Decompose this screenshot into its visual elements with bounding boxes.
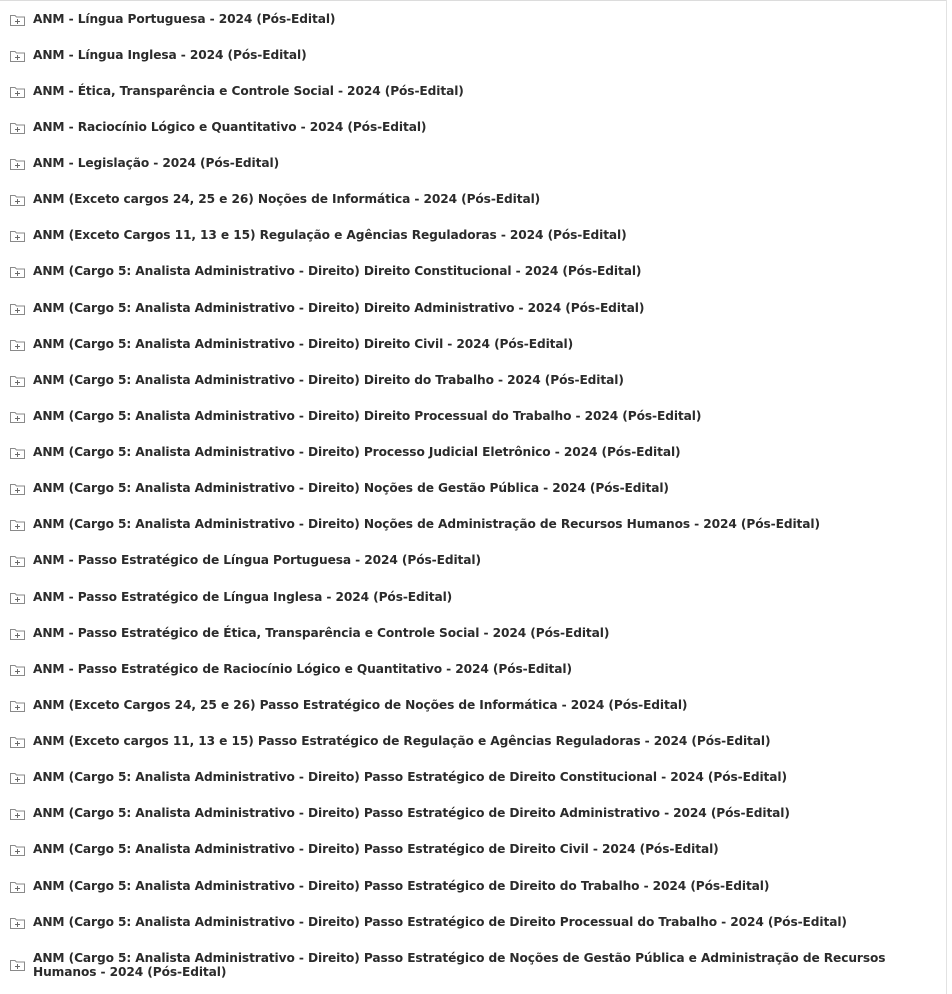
folder-plus-icon[interactable] bbox=[10, 14, 25, 26]
folder-item[interactable] bbox=[10, 156, 934, 170]
folder-label[interactable]: ANM - Raciocínio Lógico e Quantitativo - 2024 (Pós-Edital) bbox=[33, 120, 427, 134]
folder-item[interactable] bbox=[10, 553, 934, 567]
folder-plus-icon[interactable] bbox=[10, 844, 25, 856]
folder-plus-icon[interactable] bbox=[10, 230, 25, 242]
folder-item[interactable] bbox=[10, 12, 934, 26]
folder-label[interactable]: ANM (Cargo 5: Analista Administrativo - Direito) Passo Estratégico de Direito Administrativo - 2024 (Pós-Edital) bbox=[33, 806, 790, 820]
folder-item[interactable] bbox=[10, 373, 934, 387]
folder-item[interactable] bbox=[10, 264, 934, 278]
folder-label[interactable]: ANM (Exceto Cargos 11, 13 e 15) Regulação e Agências Reguladoras - 2024 (Pós-Edital) bbox=[33, 228, 627, 242]
folder-label[interactable]: ANM (Cargo 5: Analista Administrativo - Direito) Direito Constitucional - 2024 (Pós-Edital) bbox=[33, 264, 642, 278]
folder-label[interactable]: ANM (Exceto Cargos 24, 25 e 26) Passo Estratégico de Noções de Informática - 2024 (Pós-Edital) bbox=[33, 698, 688, 712]
folder-item[interactable] bbox=[10, 48, 934, 62]
folder-item[interactable] bbox=[10, 481, 934, 495]
folder-plus-icon[interactable] bbox=[10, 339, 25, 351]
folder-plus-icon[interactable] bbox=[10, 194, 25, 206]
folder-item[interactable] bbox=[10, 228, 934, 242]
folder-item[interactable] bbox=[10, 951, 934, 979]
folder-plus-icon[interactable] bbox=[10, 959, 25, 971]
folder-item[interactable] bbox=[10, 734, 934, 748]
folder-label[interactable]: ANM (Cargo 5: Analista Administrativo - Direito) Passo Estratégico de Direito do Trabalho - 2024 (Pós-Edital) bbox=[33, 879, 770, 893]
folder-label[interactable]: ANM (Cargo 5: Analista Administrativo - Direito) Direito Administrativo - 2024 (Pós-Edital) bbox=[33, 301, 645, 315]
folder-plus-icon[interactable] bbox=[10, 266, 25, 278]
folder-item[interactable] bbox=[10, 842, 934, 856]
folder-item[interactable] bbox=[10, 698, 934, 712]
folder-item[interactable] bbox=[10, 445, 934, 459]
folder-plus-icon[interactable] bbox=[10, 158, 25, 170]
folder-item[interactable] bbox=[10, 120, 934, 134]
folder-item[interactable] bbox=[10, 517, 934, 531]
folder-item[interactable] bbox=[10, 192, 934, 206]
folder-plus-icon[interactable] bbox=[10, 122, 25, 134]
folder-item[interactable] bbox=[10, 337, 934, 351]
folder-label[interactable]: ANM - Passo Estratégico de Língua Inglesa - 2024 (Pós-Edital) bbox=[33, 590, 453, 604]
folder-label[interactable]: ANM - Passo Estratégico de Língua Portuguesa - 2024 (Pós-Edital) bbox=[33, 553, 481, 567]
folder-label[interactable]: ANM (Exceto cargos 11, 13 e 15) Passo Estratégico de Regulação e Agências Reguladoras - 2024 (Pós-Edital) bbox=[33, 734, 771, 748]
folder-plus-icon[interactable] bbox=[10, 86, 25, 98]
folder-label[interactable]: ANM - Língua Portuguesa - 2024 (Pós-Edital) bbox=[33, 12, 336, 26]
folder-label[interactable]: ANM - Língua Inglesa - 2024 (Pós-Edital) bbox=[33, 48, 307, 62]
folder-plus-icon[interactable] bbox=[10, 881, 25, 893]
folder-plus-icon[interactable] bbox=[10, 375, 25, 387]
folder-label[interactable]: ANM - Ética, Transparência e Controle Social - 2024 (Pós-Edital) bbox=[33, 84, 464, 98]
folder-item[interactable] bbox=[10, 770, 934, 784]
folder-plus-icon[interactable] bbox=[10, 628, 25, 640]
top-divider bbox=[0, 0, 946, 1]
folder-plus-icon[interactable] bbox=[10, 447, 25, 459]
folder-plus-icon[interactable] bbox=[10, 808, 25, 820]
folder-item[interactable] bbox=[10, 879, 934, 893]
folder-plus-icon[interactable] bbox=[10, 772, 25, 784]
folder-item[interactable] bbox=[10, 301, 934, 315]
folder-item[interactable] bbox=[10, 590, 934, 604]
folder-label[interactable]: ANM (Cargo 5: Analista Administrativo - Direito) Passo Estratégico de Direito Constitucional - 2024 (Pós-Edital) bbox=[33, 770, 787, 784]
folder-item[interactable] bbox=[10, 409, 934, 423]
folder-item[interactable] bbox=[10, 662, 934, 676]
folder-plus-icon[interactable] bbox=[10, 592, 25, 604]
folder-label[interactable]: ANM - Passo Estratégico de Ética, Transparência e Controle Social - 2024 (Pós-Edital) bbox=[33, 626, 610, 640]
folder-item[interactable] bbox=[10, 806, 934, 820]
folder-plus-icon[interactable] bbox=[10, 700, 25, 712]
folder-plus-icon[interactable] bbox=[10, 303, 25, 315]
folder-item[interactable] bbox=[10, 915, 934, 929]
folder-plus-icon[interactable] bbox=[10, 555, 25, 567]
folder-label[interactable]: ANM (Cargo 5: Analista Administrativo - Direito) Noções de Gestão Pública - 2024 (Pós-Edital) bbox=[33, 481, 669, 495]
folder-label[interactable]: ANM (Cargo 5: Analista Administrativo - Direito) Direito Processual do Trabalho - 2024 (Pós-Edital) bbox=[33, 409, 702, 423]
folder-label[interactable]: ANM (Exceto cargos 24, 25 e 26) Noções de Informática - 2024 (Pós-Edital) bbox=[33, 192, 541, 206]
right-divider bbox=[946, 0, 947, 994]
folder-label[interactable]: ANM (Cargo 5: Analista Administrativo - Direito) Passo Estratégico de Noções de Gestão Pública e Administração de Recursos Humanos - 2024 (Pós-Edital) bbox=[33, 951, 886, 979]
folder-plus-icon[interactable] bbox=[10, 917, 25, 929]
folder-plus-icon[interactable] bbox=[10, 664, 25, 676]
folder-plus-icon[interactable] bbox=[10, 519, 25, 531]
folder-label[interactable]: ANM (Cargo 5: Analista Administrativo - Direito) Direito do Trabalho - 2024 (Pós-Edital) bbox=[33, 373, 624, 387]
folder-plus-icon[interactable] bbox=[10, 736, 25, 748]
folder-label[interactable]: ANM (Cargo 5: Analista Administrativo - Direito) Direito Civil - 2024 (Pós-Edital) bbox=[33, 337, 574, 351]
folder-label[interactable]: ANM (Cargo 5: Analista Administrativo - Direito) Noções de Administração de Recursos Humanos - 2024 (Pós-Edital) bbox=[33, 517, 820, 531]
folder-label[interactable]: ANM (Cargo 5: Analista Administrativo - Direito) Passo Estratégico de Direito Civil - 2024 (Pós-Edital) bbox=[33, 842, 719, 856]
folder-label[interactable]: ANM (Cargo 5: Analista Administrativo - Direito) Processo Judicial Eletrônico - 2024 (Pós-Edital) bbox=[33, 445, 681, 459]
folder-plus-icon[interactable] bbox=[10, 50, 25, 62]
folder-plus-icon[interactable] bbox=[10, 483, 25, 495]
folder-item[interactable] bbox=[10, 626, 934, 640]
folder-label[interactable]: ANM - Passo Estratégico de Raciocínio Lógico e Quantitativo - 2024 (Pós-Edital) bbox=[33, 662, 572, 676]
folder-item[interactable] bbox=[10, 84, 934, 98]
folder-label[interactable]: ANM (Cargo 5: Analista Administrativo - Direito) Passo Estratégico de Direito Processual do Trabalho - 2024 (Pós-Edital) bbox=[33, 915, 847, 929]
folder-plus-icon[interactable] bbox=[10, 411, 25, 423]
folder-label[interactable]: ANM - Legislação - 2024 (Pós-Edital) bbox=[33, 156, 280, 170]
